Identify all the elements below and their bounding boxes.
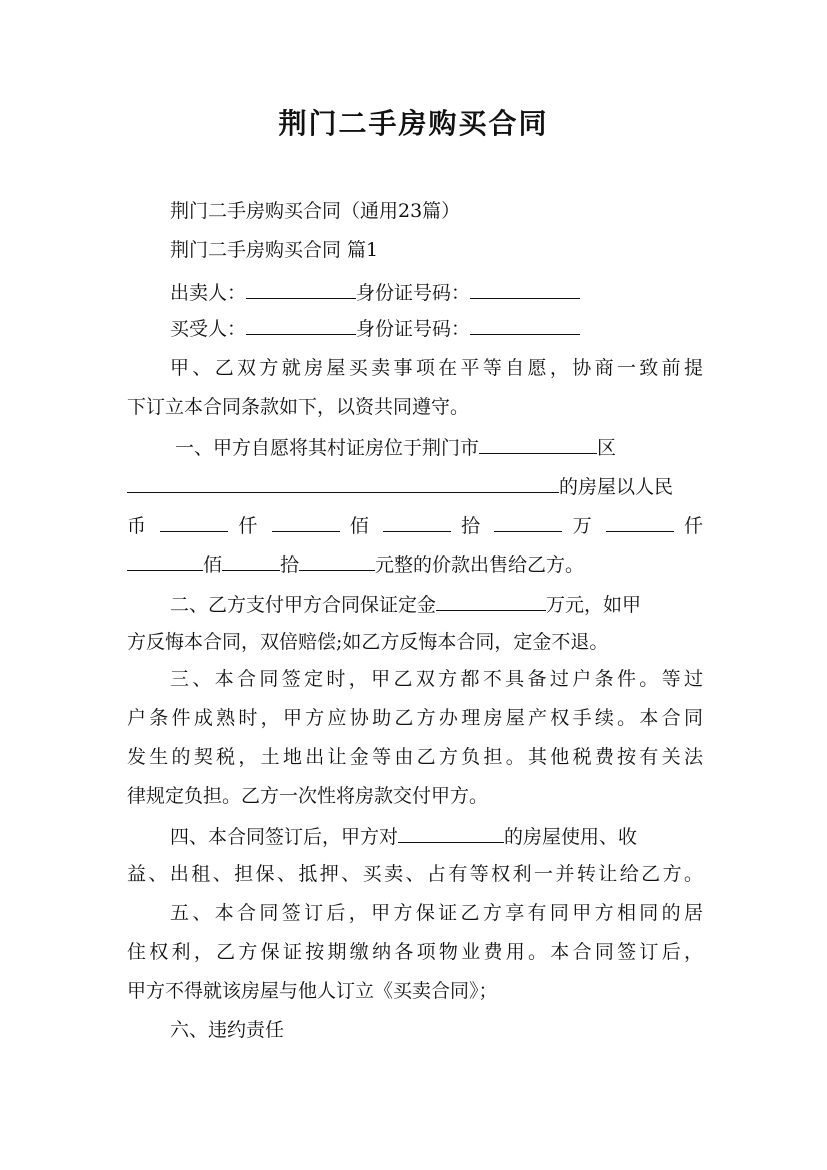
amount-blank bbox=[272, 513, 340, 532]
seller-id-label: 身份证号码： bbox=[356, 282, 471, 304]
property-blank bbox=[398, 824, 504, 843]
amount-blank bbox=[606, 513, 674, 532]
clause-3-line-2: 户条件成熟时，甲方应协助乙方办理房屋产权手续。本合同 bbox=[127, 707, 703, 729]
clause-1-line-4 bbox=[127, 552, 703, 577]
unit-label: 仟 bbox=[238, 515, 262, 537]
clause-5-line-3: 甲方不得就该房屋与他人订立《买卖合同》； bbox=[127, 980, 498, 1002]
clause-2-line-2: 方反悔本合同，双倍赔偿;如乙方反悔本合同，定金不退。 bbox=[127, 631, 609, 653]
seller-id-blank bbox=[470, 280, 580, 299]
amount-blank bbox=[127, 552, 203, 571]
document-subtitle: 荆门二手房购买合同（通用23篇） bbox=[170, 200, 461, 222]
clause-6-heading: 六、违约责任 bbox=[170, 1019, 285, 1041]
amount-blank bbox=[160, 513, 228, 532]
intro-line-1: 甲、乙双方就房屋买卖事项在平等自愿，协商一致前提 bbox=[170, 357, 703, 379]
unit-label: 万 bbox=[572, 515, 596, 537]
clause-2-line-1 bbox=[170, 592, 703, 617]
amount-blank bbox=[299, 552, 375, 571]
clause-4-text-a: 四、本合同签订后，甲方对 bbox=[170, 826, 399, 848]
clause-5-line-1: 五、本合同签订后，甲方保证乙方享有同甲方相同的居 bbox=[170, 902, 703, 924]
clause-1-line-2 bbox=[127, 474, 703, 499]
clause-3-line-3: 发生的契税，土地出让金等由乙方负担。其他税费按有关法 bbox=[127, 746, 703, 768]
deposit-blank bbox=[436, 592, 546, 611]
unit-label: 拾 bbox=[280, 554, 300, 576]
clause-1-text-end: 元整的价款出售给乙方。 bbox=[375, 554, 585, 576]
address-blank bbox=[127, 474, 559, 493]
city-blank bbox=[479, 435, 597, 454]
unit-label: 仟 bbox=[683, 515, 703, 537]
clause-1-text-a: 一、甲方自愿将其村证房位于荆门市 bbox=[175, 437, 480, 459]
clause-1-line-3 bbox=[127, 513, 703, 538]
document-title: 荆门二手房购买合同 bbox=[278, 107, 549, 140]
clause-3-line-4: 律规定负担。乙方一次性将房款交付甲方。 bbox=[127, 785, 489, 807]
clause-3-line-1: 三、本合同签定时，甲乙双方都不具备过户条件。等过 bbox=[170, 668, 703, 690]
clause-5-line-2: 住权利，乙方保证按期缴纳各项物业费用。本合同签订后， bbox=[127, 941, 703, 963]
seller-label: 出卖人： bbox=[170, 282, 247, 304]
intro-line-2: 下订立本合同条款如下，以资共同遵守。 bbox=[127, 396, 470, 418]
buyer-label: 买受人： bbox=[170, 318, 247, 340]
clause-4-text-b: 的房屋使用、收 bbox=[504, 826, 638, 848]
part-heading: 荆门二手房购买合同 篇1 bbox=[170, 239, 379, 261]
clause-1-text-c: 的房屋以人民 bbox=[559, 476, 674, 498]
unit-label: 佰 bbox=[349, 515, 373, 537]
unit-label: 拾 bbox=[461, 515, 485, 537]
buyer-line bbox=[170, 316, 746, 341]
clause-2-text-a: 二、乙方支付甲方合同保证定金 bbox=[170, 594, 437, 616]
amount-blank bbox=[494, 513, 562, 532]
buyer-name-blank bbox=[246, 316, 356, 335]
clause-4-line-2: 益、出租、担保、抵押、买卖、占有等权利一并转让给乙方。 bbox=[127, 863, 703, 885]
amount-blank bbox=[383, 513, 451, 532]
seller-name-blank bbox=[246, 280, 356, 299]
clause-1-text-b: 区 bbox=[597, 437, 617, 459]
amount-blank bbox=[222, 552, 280, 571]
clause-4-line-1 bbox=[170, 824, 703, 849]
clause-2-text-b: 万元，如甲 bbox=[546, 594, 642, 616]
unit-label: 佰 bbox=[203, 554, 223, 576]
clause-1-line-1 bbox=[175, 435, 703, 460]
unit-label: 币 bbox=[127, 515, 151, 537]
buyer-id-blank bbox=[470, 316, 580, 335]
seller-line bbox=[170, 280, 746, 305]
buyer-id-label: 身份证号码： bbox=[356, 318, 471, 340]
